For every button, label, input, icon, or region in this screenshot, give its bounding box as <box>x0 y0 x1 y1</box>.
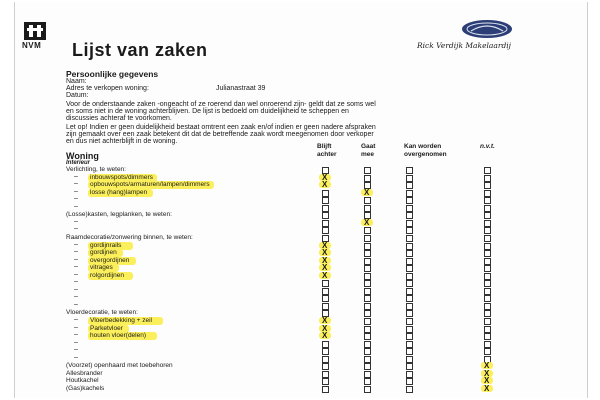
row-label: houten vloer(delen) <box>90 332 147 340</box>
col-header-gaat-line1: Gaat <box>361 143 376 150</box>
row-label: inbouwspots/dimmers <box>90 173 153 181</box>
checkbox-mark: X <box>322 248 328 258</box>
col-header-nvt: n.v.t. <box>480 143 495 150</box>
row-label: Allesbrander <box>66 369 103 377</box>
row-dash: – <box>74 255 78 263</box>
row-dash: – <box>74 346 78 354</box>
checkbox-mark: X <box>322 180 328 190</box>
checkbox-mark: X <box>322 270 328 280</box>
row-dash: – <box>74 293 78 301</box>
row-dash: – <box>74 172 78 180</box>
address-label: Adres te verkopen woning: <box>66 85 149 92</box>
col-header-blijft <box>317 143 337 158</box>
row-label: opbouwspots/armaturen/lampen/dimmers <box>90 181 210 189</box>
row-dash: – <box>74 240 78 248</box>
row-dash: – <box>74 331 78 339</box>
intro-line: en soms niet in de woning achterblijven. De lijst is bedoeld om duidelijkheid te scheppen en <box>66 108 349 115</box>
address-value: Julianastraat 39 <box>216 85 266 92</box>
name-label: Naam: <box>66 78 87 85</box>
intro-line: discussies achteraf te voorkomen. <box>66 115 172 122</box>
section-heading: Woning <box>66 151 99 161</box>
row-dash: – <box>74 263 78 271</box>
row-dash: – <box>74 353 78 361</box>
checkbox-mark: X <box>484 368 490 378</box>
checkbox-mark: X <box>322 263 328 273</box>
agency-name: Rick Verdijk Makelaardij <box>417 41 511 50</box>
warning-line: en dus niet achterblijft in de woning. <box>66 138 178 145</box>
row-label: rolgordijnen <box>90 271 124 279</box>
row-label: (Losse)kasten, legplanken, te weten: <box>66 211 172 219</box>
checkbox-mark: X <box>322 331 328 341</box>
agency-emblem-icon <box>461 19 513 39</box>
col-header-kan <box>404 143 447 158</box>
checkbox-mark: X <box>322 323 328 333</box>
checkbox-mark: X <box>322 255 328 265</box>
row-dash: – <box>74 187 78 195</box>
row-label: Verlichting, te weten: <box>66 166 126 173</box>
col-header-blijft-line2: achter <box>317 150 337 158</box>
checkbox-mark: X <box>484 376 490 386</box>
row-dash: – <box>74 195 78 203</box>
checkbox-mark: X <box>364 187 370 197</box>
col-header-kan-line1: Kan worden <box>404 143 442 150</box>
checkbox-mark: X <box>322 316 328 325</box>
checkbox-mark: X <box>364 217 370 227</box>
row-dash: – <box>74 202 78 210</box>
checkbox-mark: X <box>322 240 328 250</box>
page-title: Lijst van zaken <box>72 40 208 60</box>
checklist-row <box>0 385 572 393</box>
checkbox-mark: X <box>484 383 490 393</box>
nvm-house-icon <box>24 22 46 40</box>
checkbox-mark: X <box>484 361 490 371</box>
row-label: Vloerdecoratie, te weten: <box>66 309 138 317</box>
checkbox[interactable] <box>322 386 329 393</box>
section-subheading: Interieur <box>66 160 91 166</box>
nvm-logo <box>22 22 56 52</box>
row-label: (Gas)kachels <box>66 384 105 392</box>
row-dash: – <box>74 248 78 256</box>
col-header-kan-line2: overgenomen <box>404 150 447 158</box>
date-label: Datum: <box>66 92 89 99</box>
row-label: gordijnen <box>90 249 117 257</box>
row-label: Vloerbedekking + zeil <box>90 317 152 324</box>
row-label: Houtkachel <box>66 377 99 385</box>
col-header-gaat-line2: mee <box>361 150 375 158</box>
row-dash: – <box>74 278 78 286</box>
row-label: gordijnrails <box>90 241 122 249</box>
row-dash: – <box>74 316 78 323</box>
agency-logo <box>415 19 585 53</box>
row-label: vitrages <box>90 264 113 272</box>
intro-line: Voor de onderstaande zaken -ongeacht of ze roerend dan wel onroerend zijn- geldt dat ze soms wel <box>66 101 376 108</box>
nvm-logo-text: NVM <box>22 41 42 50</box>
col-header-blijft-line1: Blijft <box>317 143 332 150</box>
row-label: (Voorzet) openhaard met toebehoren <box>66 362 173 370</box>
row-dash: – <box>74 323 78 331</box>
row-dash: – <box>74 217 78 225</box>
row-dash: – <box>74 285 78 293</box>
personal-heading: Persoonlijke gegevens <box>66 69 159 79</box>
row-dash: – <box>74 338 78 346</box>
row-dash: – <box>74 225 78 233</box>
warning-line: Let op! Indien er geen duidelijkheid bestaat omtrent een zaak en/of indien er geen nadere afspraken <box>66 124 376 131</box>
row-label: Parketvloer <box>90 324 123 332</box>
checkbox-mark: X <box>322 172 328 182</box>
row-label: losse (hang)lampen <box>90 188 148 196</box>
checkbox[interactable] <box>364 386 371 393</box>
row-dash: – <box>74 300 78 308</box>
warning-line: zijn gemaakt over een zaak betekent dit dat de betreffende zaak wordt meegenomen door verkoper <box>66 131 374 138</box>
row-label: overgordijnen <box>90 256 130 264</box>
row-dash: – <box>74 270 78 278</box>
col-header-gaat <box>361 143 375 158</box>
checkbox[interactable] <box>406 386 413 393</box>
row-label: Raamdecoratie/zonwering binnen, te weten: <box>66 233 193 241</box>
row-dash: – <box>74 180 78 188</box>
